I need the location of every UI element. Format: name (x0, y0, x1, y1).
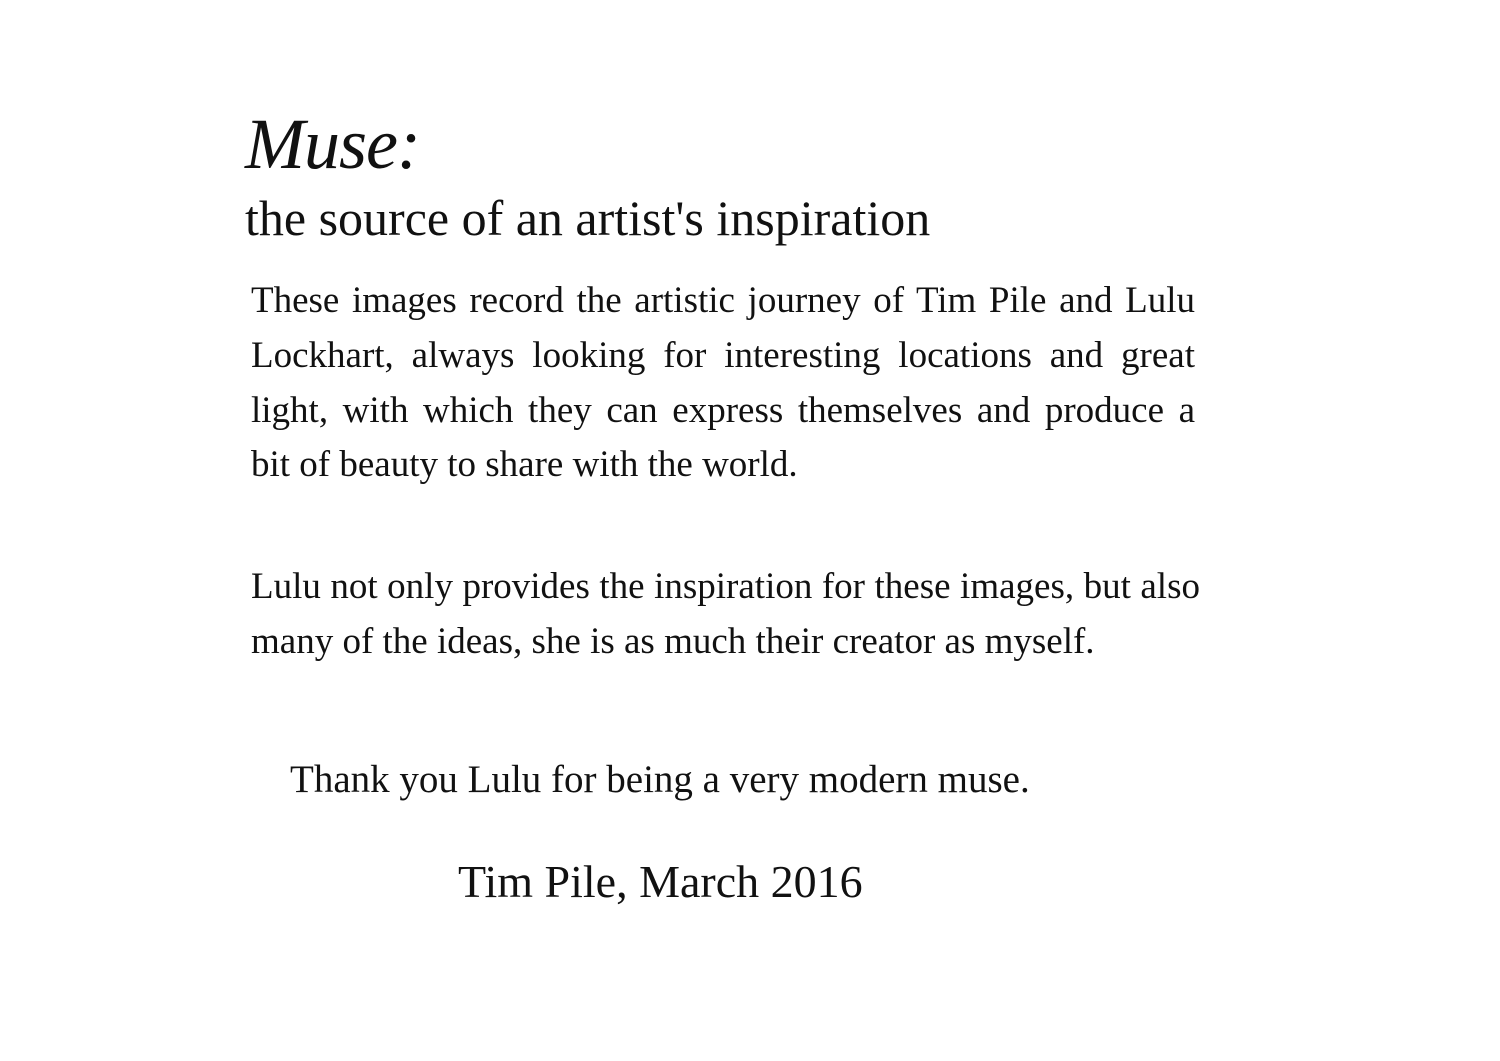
signature-line: Tim Pile, March 2016 (458, 856, 863, 907)
page-title: Muse: (245, 104, 420, 184)
inspiration-paragraph: Lulu not only provides the inspiration for these images, but also many of the ideas, she is as much their creator as myself. (251, 566, 1200, 662)
thank-you-line: Thank you Lulu for being a very modern muse. (290, 758, 1030, 801)
page-subtitle: the source of an artist's inspiration (245, 190, 931, 246)
intro-paragraph: These images record the artistic journey of Tim Pile and Lulu Lockhart, always looking for interesting locations and great light, with which they can express themselves and produce a bit of beauty to share with the world. (251, 280, 1195, 486)
